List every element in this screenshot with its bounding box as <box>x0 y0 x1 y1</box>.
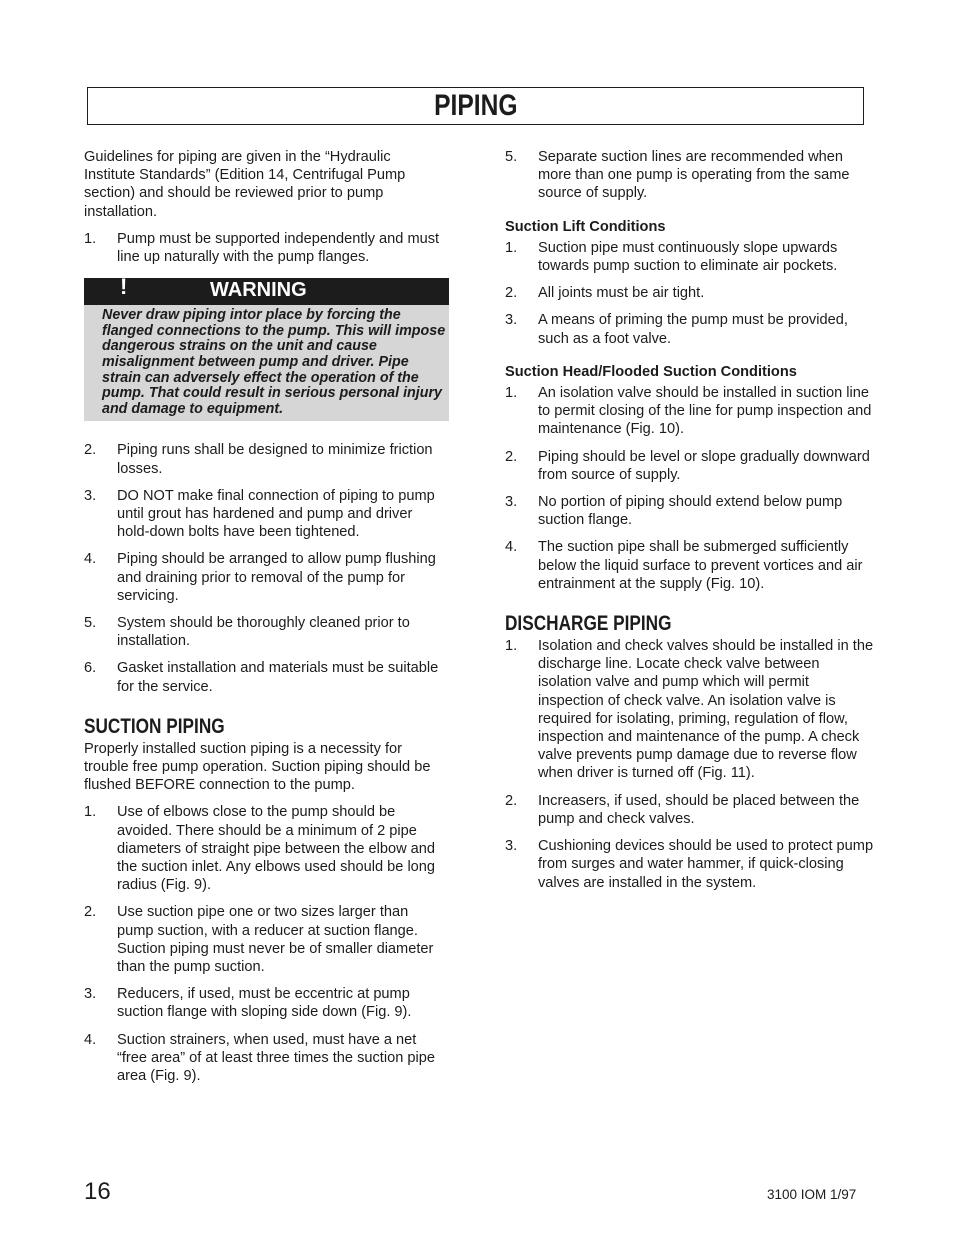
list-item <box>505 148 875 203</box>
exclamation-icon: ! <box>120 274 128 300</box>
item-number: 5. <box>505 149 518 165</box>
item-text: Reducers, if used, must be eccentric at pump suction flange with sloping side down (Fig. 9). <box>117 986 412 1021</box>
warning-text: Never draw piping intor place by forcing the flanged connections to the pump. This will impose dangerous strains on the unit and cause misalignment between pump and driver. Pipe strain can adversely effect the operation of the pump. That could result in serious personal injury and damage to equipment. <box>102 307 446 417</box>
item-number: 2. <box>505 792 518 809</box>
list-item <box>505 538 875 593</box>
list-item <box>84 903 444 976</box>
document-code: 3100 IOM 1/97 <box>767 1187 857 1202</box>
item-text: A means of priming the pump must be provided, such as a foot valve. <box>538 312 848 347</box>
item-text: Pump must be supported independently and must line up naturally with the pump flanges. <box>117 230 440 266</box>
item-text: No portion of piping should extend below pump suction flange. <box>538 494 843 529</box>
item-text: Isolation and check valves should be installed in the discharge line. Locate check valve between isolation valve and pump which will permit inspection of check valve. An isolation valve is required for isolating, priming, regulation of flow, inspection and maintenance of the pump. A check valve prevents pump damage due to reverse flow when driver is turned off (Fig. 11). <box>538 638 874 782</box>
list-item <box>84 230 444 266</box>
list-item <box>505 384 875 439</box>
right-column <box>505 148 875 901</box>
item-text: Cushioning devices should be used to protect pump from surges and water hammer, if quick-closing valves are installed in the system. <box>538 838 874 891</box>
item-number: 2. <box>505 448 518 465</box>
list-item <box>505 239 875 275</box>
warning-header <box>84 274 449 305</box>
list-item <box>84 659 444 695</box>
list-item <box>84 487 444 542</box>
suction-intro: Properly installed suction piping is a necessity for trouble free pump operation. Suction piping should be flushed BEFORE connection to the pump. <box>84 740 431 794</box>
item-number: 1. <box>84 230 97 247</box>
page-title-box <box>87 87 864 125</box>
list-item <box>84 1031 444 1086</box>
left-column <box>84 148 444 1094</box>
item-number: 2. <box>505 285 518 302</box>
list-item <box>84 550 444 605</box>
item-number: 2. <box>84 442 97 459</box>
item-text: An isolation valve should be installed in suction line to permit closing of the line for pump inspection and maintenance (Fig. 10). <box>538 385 872 438</box>
warning-label: WARNING <box>210 279 307 302</box>
item-number: 4. <box>84 551 97 568</box>
list-item <box>84 614 444 650</box>
page-number: 16 <box>84 1178 111 1205</box>
list-item <box>505 284 875 302</box>
list-item <box>505 493 875 529</box>
list-item <box>84 803 444 894</box>
item-text: Piping runs shall be designed to minimize friction losses. <box>117 442 433 477</box>
suction-piping-heading: SUCTION PIPING <box>84 714 225 738</box>
item-text: Increasers, if used, should be placed between the pump and check valves. <box>538 792 860 827</box>
item-text: Suction pipe must continuously slope upwards towards pump suction to eliminate air pockets. <box>538 239 838 275</box>
item-number: 5. <box>84 615 97 631</box>
item-text: Gasket installation and materials must be suitable for the service. <box>117 660 439 695</box>
item-text: Use suction pipe one or two sizes larger than pump suction, with a reducer at suction flange. Suction piping must never be of smaller diameter than the pump suction. <box>117 904 434 976</box>
warning-box <box>84 274 449 421</box>
list-item <box>84 441 444 477</box>
list-item <box>505 837 875 892</box>
suction-lift-heading: Suction Lift Conditions <box>505 218 666 235</box>
item-text: Piping should be level or slope gradually downward from source of supply. <box>538 448 870 483</box>
item-number: 4. <box>505 539 518 556</box>
item-number: 4. <box>84 1031 97 1048</box>
list-item <box>505 792 875 828</box>
list-item <box>505 637 875 783</box>
item-number: 3. <box>84 986 97 1003</box>
item-text: Suction strainers, when used, must have a net “free area” of at least three times the suction pipe area (Fig. 9). <box>117 1031 435 1085</box>
item-text: System should be thoroughly cleaned prior to installation. <box>117 615 410 650</box>
item-text: Separate suction lines are recommended when more than one pump is operating from the same source of supply. <box>538 149 850 202</box>
item-number: 2. <box>84 904 97 921</box>
list-item <box>505 448 875 484</box>
item-text: DO NOT make final connection of piping to pump until grout has hardened and pump and driver hold-down bolts have been tightened. <box>117 487 435 541</box>
intro-paragraph: Guidelines for piping are given in the “Hydraulic Institute Standards” (Edition 14, Centrifugal Pump section) and should be reviewed prior to pump installation. <box>84 149 406 220</box>
item-text: All joints must be air tight. <box>538 285 705 302</box>
item-number: 3. <box>505 838 518 855</box>
item-number: 1. <box>505 239 518 256</box>
item-number: 3. <box>84 487 97 504</box>
item-number: 1. <box>505 638 518 655</box>
item-text: Piping should be arranged to allow pump flushing and draining prior to removal of the pump for servicing. <box>117 551 436 604</box>
item-text: Use of elbows close to the pump should be avoided. There should be a minimum of 2 pipe diameters of straight pipe between the elbow and the suction inlet. Any elbows used should be long radius (Fig. 9). <box>117 804 436 894</box>
list-item <box>84 985 444 1021</box>
item-text: The suction pipe shall be submerged sufficiently below the liquid surface to prevent vortices and air entrainment at the supply (Fig. 10). <box>538 539 863 592</box>
item-number: 3. <box>505 494 518 511</box>
item-number: 3. <box>505 312 518 329</box>
list-item <box>505 311 875 347</box>
discharge-piping-heading: DISCHARGE PIPING <box>505 612 672 636</box>
page-title: PIPING <box>433 89 518 122</box>
item-number: 1. <box>505 385 518 402</box>
item-number: 1. <box>84 804 97 821</box>
suction-head-heading: Suction Head/Flooded Suction Conditions <box>505 363 797 380</box>
item-number: 6. <box>84 660 97 677</box>
